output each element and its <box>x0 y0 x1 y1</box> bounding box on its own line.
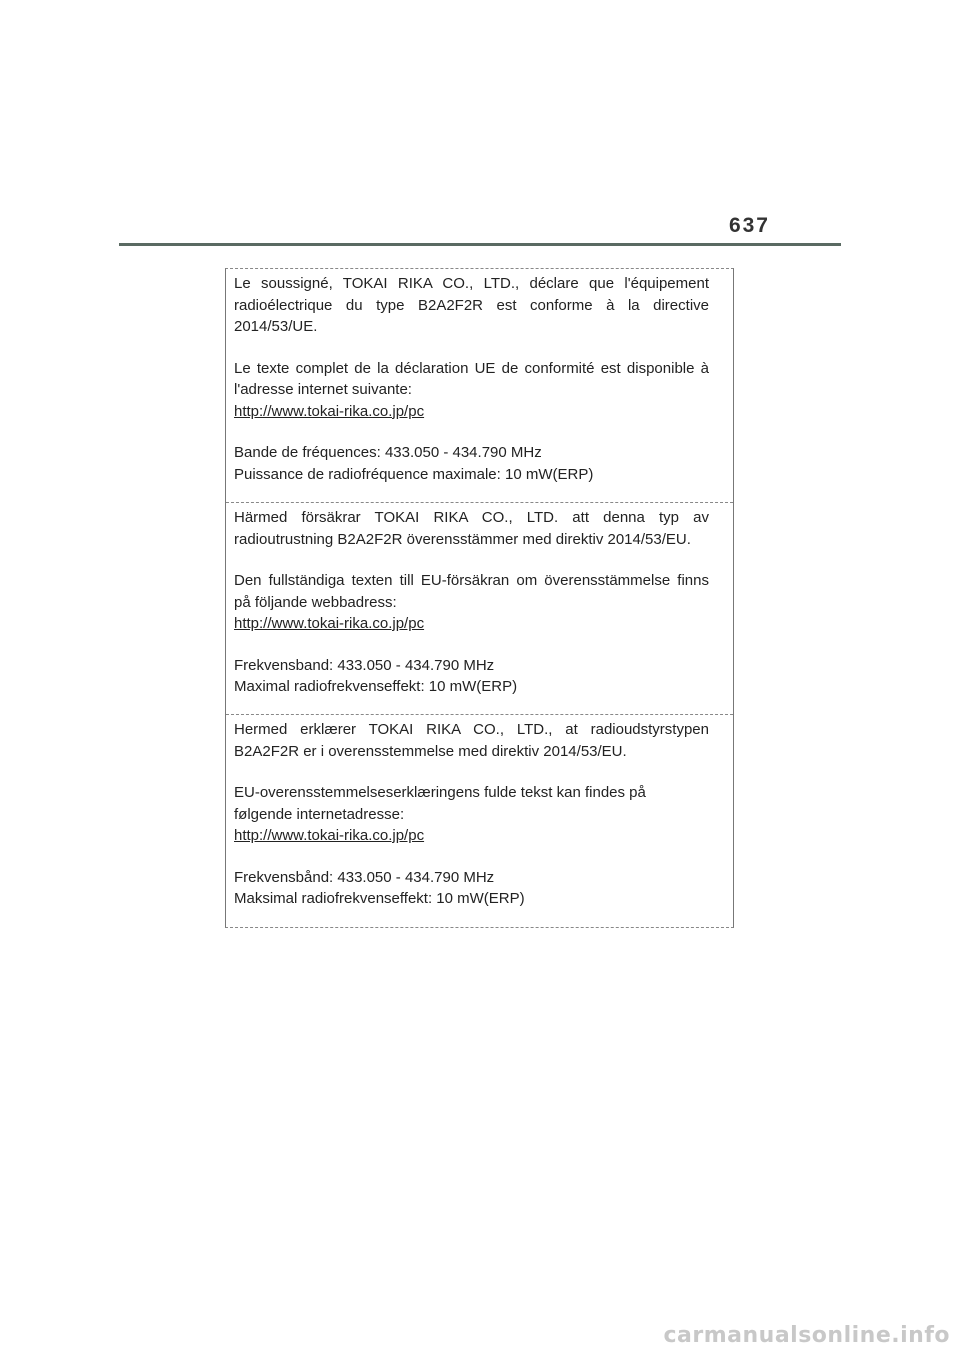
declaration-url-link[interactable]: http://www.tokai-rika.co.jp/pc <box>234 827 425 844</box>
availability-line: EU-overensstemmelseserklæringens fulde tekst kan findes på <box>234 784 646 801</box>
max-power: Puissance de radiofréquence maximale: 10 mW(ERP) <box>234 465 594 483</box>
max-power: Maksimal radiofrekvenseffekt: 10 mW(ERP) <box>234 890 525 907</box>
paragraph-gap <box>234 338 709 358</box>
paragraph-gap <box>234 762 709 782</box>
declaration-french <box>226 269 733 502</box>
max-power: Maximal radiofrekvenseffekt: 10 mW(ERP) <box>234 678 518 695</box>
declaration-box <box>225 268 734 928</box>
statement-line: radioutrustning B2A2F2R överensstämmer med direktiv 2014/53/EU. <box>234 530 691 548</box>
statement-line: 2014/53/UE. <box>234 318 318 335</box>
statement-line: Le soussigné, TOKAI RIKA CO., LTD., déclare que l'équipement <box>234 275 709 292</box>
declaration-danish <box>226 714 733 927</box>
frequency-band: Frekvensbånd: 433.050 - 434.790 MHz <box>234 868 495 886</box>
availability-line: på följande webbadress: <box>234 593 397 611</box>
statement-line: Hermed erklærer TOKAI RIKA CO., LTD., at radioudstyrstypen <box>234 721 709 738</box>
watermark: carmanualsonline.info <box>663 1323 950 1348</box>
paragraph-gap <box>234 550 709 570</box>
availability-line: Le texte complet de la déclaration UE de conformité est disponible à <box>234 359 709 377</box>
paragraph-gap <box>234 422 709 442</box>
statement-line: B2A2F2R er i overensstemmelse med direktiv 2014/53/EU. <box>234 742 627 760</box>
page-number: 637 <box>728 214 770 237</box>
paragraph-gap <box>234 847 709 867</box>
frequency-band: Frekvensband: 433.050 - 434.790 MHz <box>234 656 495 674</box>
availability-line: l'adresse internet suivante: <box>234 381 412 398</box>
statement-line: Härmed försäkrar TOKAI RIKA CO., LTD. att denna typ av <box>234 509 709 526</box>
statement-line: radioélectrique du type B2A2F2R est conforme à la directive <box>234 296 709 314</box>
declaration-url-link[interactable]: http://www.tokai-rika.co.jp/pc <box>234 615 425 632</box>
paragraph-gap <box>234 635 709 655</box>
header-rule <box>119 243 841 246</box>
declaration-swedish <box>226 502 733 714</box>
availability-line: følgende internetadresse: <box>234 805 405 823</box>
declaration-url-link[interactable]: http://www.tokai-rika.co.jp/pc <box>234 402 425 420</box>
frequency-band: Bande de fréquences: 433.050 - 434.790 MHz <box>234 444 542 461</box>
availability-line: Den fullständiga texten till EU-försäkran om överensstämmelse finns <box>234 572 709 589</box>
